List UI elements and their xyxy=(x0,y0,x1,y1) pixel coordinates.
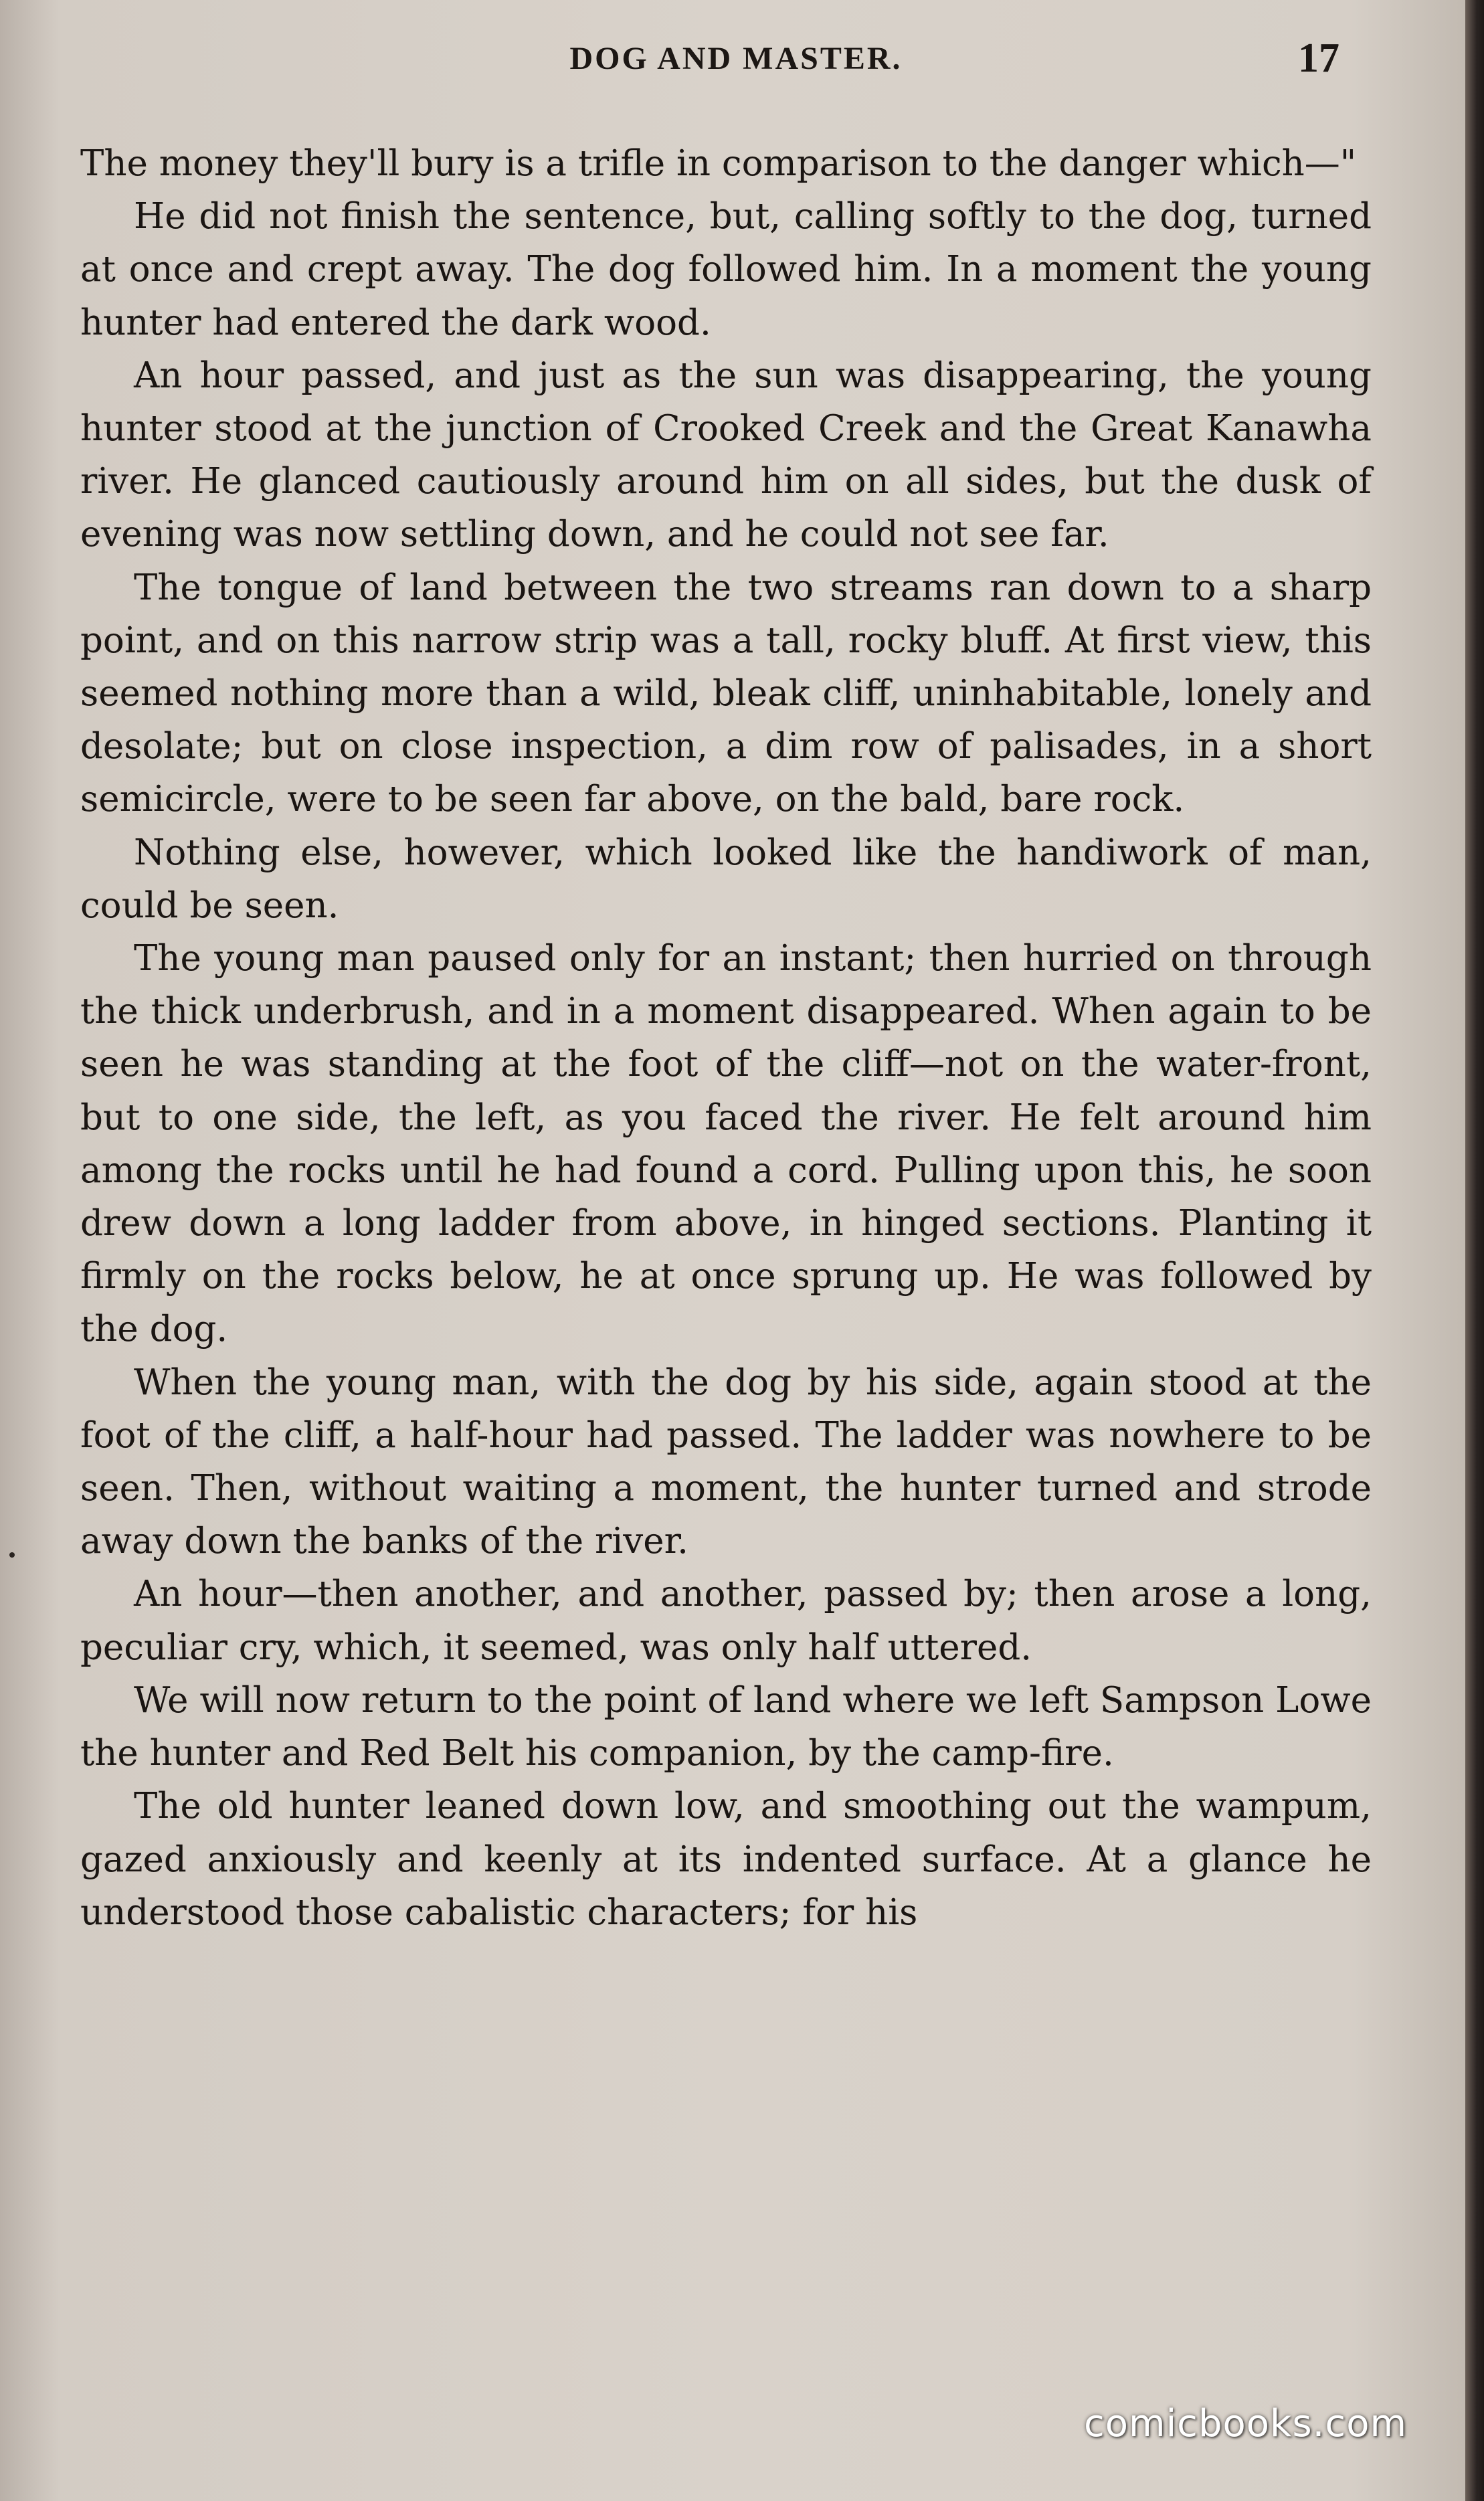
paragraph-8: An hour—then another, and another, passed by; then arose a long, peculiar cry, which, it seemed, was only half uttered. xyxy=(80,1574,1372,1668)
page-header xyxy=(0,35,1465,100)
paragraph-3: An hour passed, and just as the sun was disappearing, the young hunter stood at the junction of Crooked Creek and the Great Kanawha river. He glanced cautiously around him on all sides, but the dusk of evening was now settling down, and he could not see far. xyxy=(80,355,1372,555)
paragraph-9: We will now return to the point of land where we left Sampson Lowe the hunter and Red Belt his companion, by the camp-fire. xyxy=(80,1679,1372,1774)
paragraph-1: The money they'll bury is a trifle in comparison to the danger which—" xyxy=(80,143,1357,184)
page-number: 17 xyxy=(1298,35,1339,81)
running-head: DOG AND MASTER. xyxy=(569,41,903,76)
paragraph-4: The tongue of land between the two streams ran down to a sharp point, and on this narrow strip was a tall, rocky bluff. At first view, this seemed nothing more than a wild, bleak cliff, uninhabitable, lonely and desolate; but on close inspection, a dim row of palisades, in a short semicircle, were to be seen far above, on the bald, bare rock. xyxy=(80,567,1372,820)
paragraph-7: When the young man, with the dog by his side, again stood at the foot of the cliff, a half-hour had passed. The ladder was nowhere to be seen. Then, without waiting a moment, the hunter turned and strode away down the banks of the river. xyxy=(80,1362,1372,1562)
watermark: comicbooks.com xyxy=(1084,2402,1408,2445)
ink-speck xyxy=(9,1552,15,1558)
paragraph-10: The old hunter leaned down low, and smoothing out the wampum, gazed anxiously and keenly at its indented surface. At a glance he understood those cabalistic characters; for his xyxy=(80,1786,1372,1933)
page-edge-shadow xyxy=(1465,0,1484,2501)
paragraph-5: Nothing else, however, which looked like the handiwork of man, could be seen. xyxy=(80,832,1372,926)
paragraph-6: The young man paused only for an instant; then hurried on through the thick underbrush, and in a moment disappeared. When again to be seen he was standing at the foot of the cliff—not on the water-front, but to one side, the left, as you faced the river. He felt around him among the rocks until he had found a cord. Pulling upon this, he soon drew down a long ladder from above, in hinged sections. Planting it firmly on the rocks below, he at once sprung up. He was followed by the dog. xyxy=(80,938,1372,1350)
paragraph-2: He did not finish the sentence, but, calling softly to the dog, turned at once and crept away. The dog followed him. In a moment the young hunter had entered the dark wood. xyxy=(80,196,1372,343)
body-text xyxy=(80,137,1372,1939)
